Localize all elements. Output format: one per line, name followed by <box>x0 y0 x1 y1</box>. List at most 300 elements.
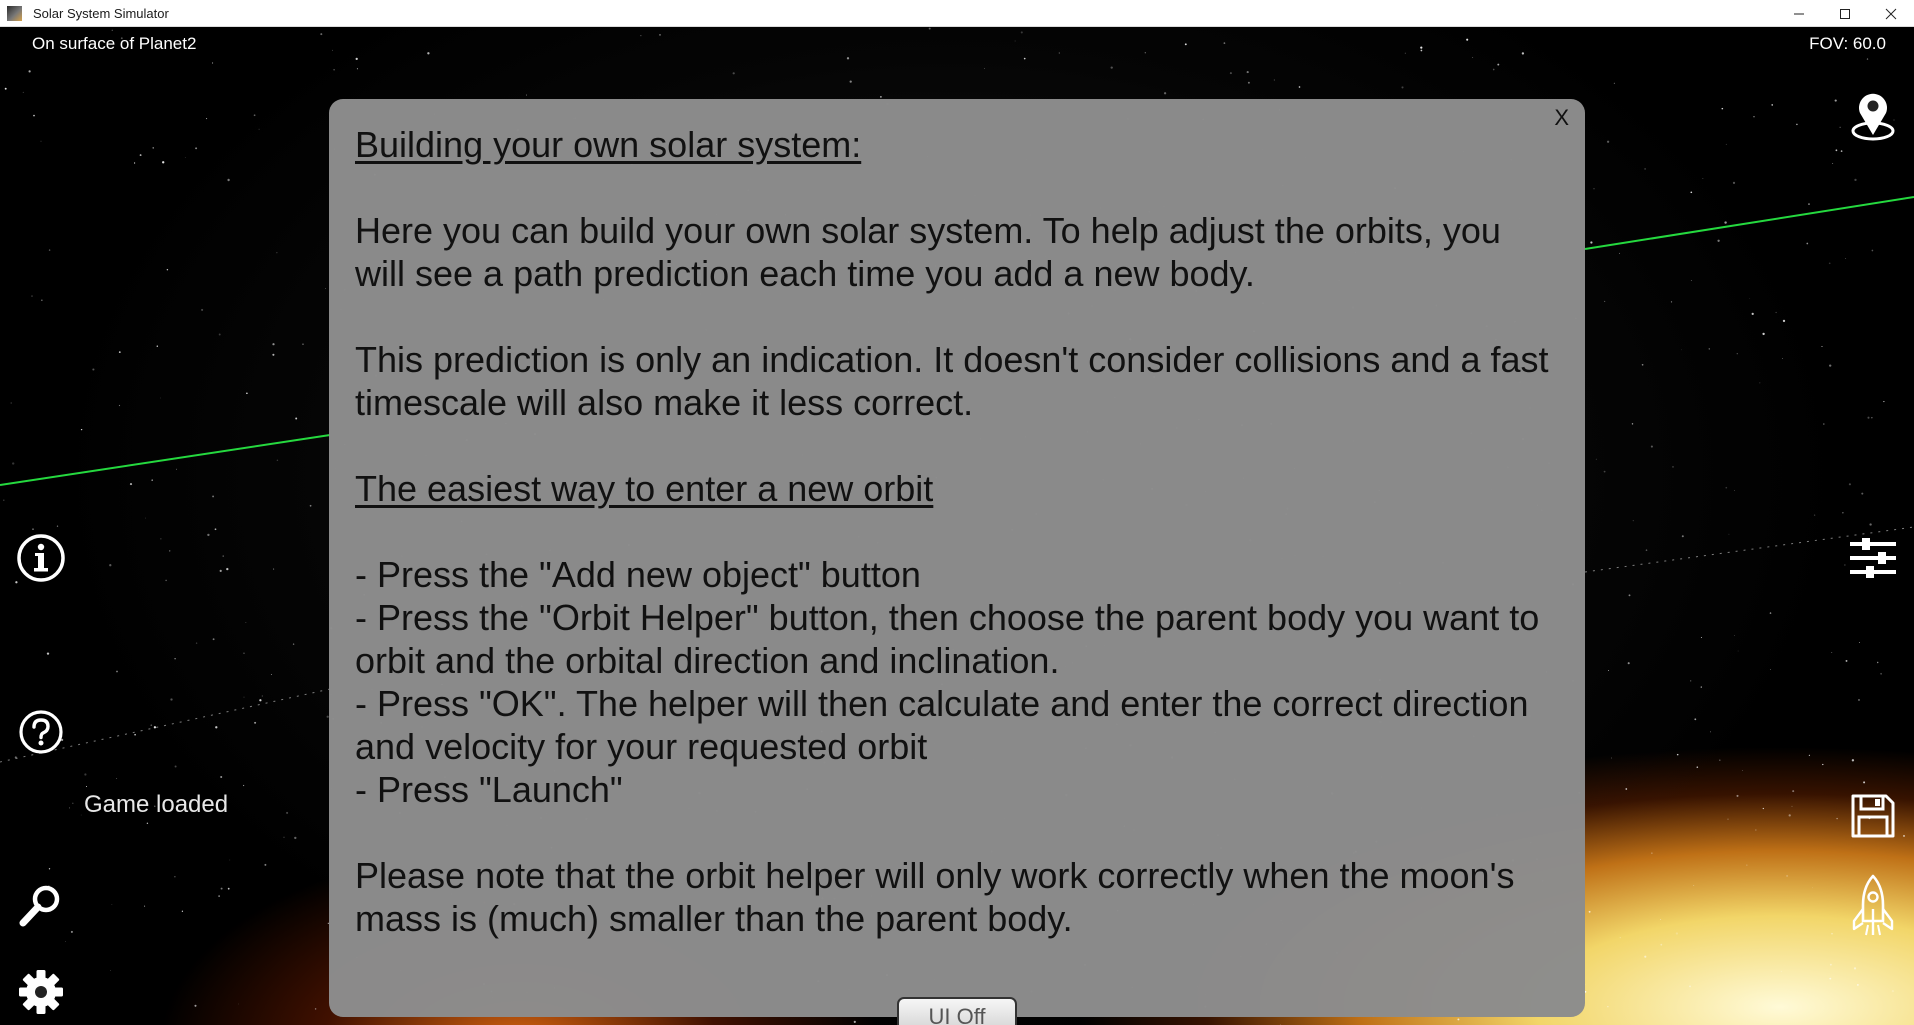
star <box>1299 86 1301 88</box>
star <box>1421 50 1423 52</box>
dialog-paragraph-intro: Here you can build your own solar system. To help adjust the orbits, you will see a path prediction each time you add a new body. <box>355 210 1501 294</box>
star <box>984 68 985 69</box>
star <box>212 495 214 497</box>
star <box>206 118 207 119</box>
star <box>254 114 256 116</box>
star <box>144 906 145 907</box>
star <box>1786 875 1788 877</box>
star <box>1792 806 1793 807</box>
star <box>1863 781 1865 783</box>
star <box>1607 141 1609 143</box>
star <box>1726 144 1727 145</box>
star <box>1522 52 1524 54</box>
star <box>165 580 167 582</box>
star <box>1642 364 1644 366</box>
dialog-step: - Press "OK". The helper will then calculate and enter the correct direction and velocity for your requested orbit <box>355 683 1529 767</box>
star <box>1604 301 1605 302</box>
star <box>1746 864 1748 866</box>
star <box>1611 758 1612 759</box>
star <box>640 35 641 36</box>
location-pin-icon[interactable] <box>1850 89 1896 148</box>
star <box>1781 971 1782 972</box>
star <box>1736 795 1738 797</box>
orbit-path-line <box>1585 197 1914 249</box>
ui-off-button[interactable]: UI Off <box>897 997 1017 1025</box>
star <box>1015 41 1016 42</box>
star <box>1832 163 1833 164</box>
star <box>1689 986 1691 988</box>
star <box>1808 203 1809 204</box>
star <box>1796 124 1798 126</box>
star <box>1632 423 1633 424</box>
star <box>733 72 735 74</box>
star <box>86 786 87 787</box>
title-bar <box>0 0 1914 27</box>
star <box>1846 660 1848 662</box>
star <box>295 418 297 420</box>
star <box>271 674 272 675</box>
star <box>196 642 197 643</box>
star <box>81 429 82 430</box>
star <box>134 162 135 163</box>
star <box>110 970 111 971</box>
star <box>72 803 73 804</box>
star <box>1734 490 1735 491</box>
star <box>49 868 50 869</box>
fov-readout: FOV: 60.0 <box>1809 34 1886 53</box>
star <box>1836 818 1837 819</box>
star <box>1724 221 1726 223</box>
star <box>1651 853 1652 854</box>
star <box>33 115 35 117</box>
star <box>1857 984 1859 986</box>
star <box>167 269 168 270</box>
save-icon[interactable] <box>1850 793 1896 844</box>
star <box>1619 253 1620 254</box>
star <box>244 697 245 698</box>
star <box>223 555 224 556</box>
star <box>174 876 175 877</box>
star <box>1274 80 1275 81</box>
star <box>5 88 7 90</box>
star <box>221 888 223 890</box>
dialog-title: Building your own solar system: <box>355 124 862 165</box>
star <box>92 368 94 370</box>
star <box>1145 52 1146 53</box>
star <box>1021 31 1023 33</box>
star <box>1697 766 1699 768</box>
star <box>1771 104 1773 106</box>
star <box>1660 944 1662 946</box>
star <box>1248 82 1250 84</box>
star <box>1673 466 1674 467</box>
star <box>1709 348 1710 349</box>
star <box>293 643 294 644</box>
star <box>109 564 111 566</box>
star <box>294 837 296 839</box>
star <box>254 722 256 724</box>
star <box>1633 520 1634 521</box>
star <box>134 734 136 736</box>
star <box>1770 612 1772 614</box>
star <box>1809 755 1810 756</box>
star <box>174 658 175 659</box>
dialog-note: Please note that the orbit helper will only work correctly when the moon's mass is (much) smaller than the parent body. <box>355 855 1515 939</box>
star <box>1676 932 1678 934</box>
star <box>1861 493 1863 495</box>
star <box>32 529 33 530</box>
star <box>1849 483 1851 485</box>
star <box>880 96 882 98</box>
star <box>1854 179 1856 181</box>
star <box>195 147 197 149</box>
star <box>929 28 931 30</box>
star <box>1590 241 1592 243</box>
star <box>1892 990 1894 992</box>
star <box>212 63 213 64</box>
star <box>1782 358 1783 359</box>
star <box>1880 673 1882 675</box>
star <box>1792 790 1794 792</box>
star <box>332 50 333 51</box>
star <box>1842 512 1843 513</box>
star <box>1620 937 1621 938</box>
star <box>272 343 274 345</box>
star <box>1646 549 1648 551</box>
star <box>1710 731 1711 732</box>
star <box>1822 346 1823 347</box>
star <box>1814 514 1815 515</box>
star <box>243 785 244 786</box>
star <box>1840 127 1841 128</box>
star <box>1024 58 1026 60</box>
star <box>1457 1018 1459 1020</box>
star <box>1719 759 1721 761</box>
star <box>1877 662 1878 663</box>
star <box>854 1021 856 1023</box>
star <box>71 931 73 933</box>
window-title: Solar System Simulator <box>33 5 169 21</box>
star <box>215 528 217 530</box>
star <box>116 778 117 779</box>
star <box>207 534 209 536</box>
star <box>215 726 217 728</box>
camera-location-label: On surface of Planet2 <box>32 34 197 53</box>
star <box>1734 635 1735 636</box>
dialog-close-button[interactable]: X <box>1554 105 1569 130</box>
star <box>357 68 358 69</box>
star <box>1835 100 1837 102</box>
star <box>41 141 42 142</box>
star <box>526 95 527 96</box>
star <box>1585 984 1586 985</box>
minimize-icon[interactable] <box>1776 0 1822 27</box>
star <box>1871 417 1872 418</box>
star <box>112 904 113 905</box>
star <box>182 911 183 912</box>
star <box>1762 333 1764 335</box>
star <box>284 837 285 838</box>
star <box>1594 188 1595 189</box>
space-viewport[interactable] <box>0 27 1914 1025</box>
star <box>1733 182 1735 184</box>
star <box>1230 72 1232 74</box>
star <box>1831 652 1832 653</box>
star <box>243 653 244 654</box>
star <box>1717 240 1719 242</box>
star <box>140 154 142 156</box>
star <box>1755 829 1757 831</box>
star <box>1466 39 1468 41</box>
star <box>1829 262 1831 264</box>
star <box>1420 47 1422 49</box>
dialog-subheading: The easiest way to enter a new orbit <box>355 468 934 509</box>
star <box>220 776 222 778</box>
star <box>1694 718 1696 720</box>
star <box>315 1008 317 1010</box>
star <box>1247 71 1249 73</box>
star <box>1607 1006 1608 1007</box>
star <box>262 696 263 697</box>
star <box>147 823 148 824</box>
gear-icon[interactable] <box>18 969 64 1020</box>
star <box>112 30 113 31</box>
star <box>320 33 322 35</box>
star <box>1660 919 1661 920</box>
star <box>11 402 12 403</box>
star <box>1604 471 1606 473</box>
star <box>1770 669 1771 670</box>
star <box>1596 459 1597 460</box>
star <box>130 483 132 485</box>
star <box>219 334 221 336</box>
dialog-step: - Press "Launch" <box>355 769 623 810</box>
dialog-paragraph-prediction: This prediction is only an indication. It doesn't consider collisions and a fast timescale will also make it less correct. <box>355 339 1549 423</box>
star <box>1059 52 1060 53</box>
star <box>1677 754 1679 756</box>
star <box>1401 86 1403 88</box>
star <box>119 351 121 353</box>
star <box>1872 250 1874 252</box>
star <box>1589 911 1591 913</box>
star <box>1701 637 1702 638</box>
star <box>29 70 31 72</box>
star <box>49 249 50 250</box>
star <box>1703 178 1704 179</box>
star <box>226 568 228 570</box>
star <box>1776 312 1777 313</box>
star <box>1822 764 1823 765</box>
info-icon[interactable] <box>16 533 66 588</box>
star <box>176 469 177 470</box>
star <box>1845 258 1846 259</box>
star <box>1854 967 1856 969</box>
star <box>1614 83 1615 84</box>
star <box>84 773 86 775</box>
star <box>1867 58 1868 59</box>
star <box>227 179 229 181</box>
star <box>1728 534 1729 535</box>
star <box>1651 446 1653 448</box>
star <box>1812 887 1813 888</box>
orbit-path-line <box>0 435 330 485</box>
star <box>213 638 215 640</box>
star <box>272 354 274 356</box>
star <box>1725 487 1727 489</box>
star <box>1111 66 1113 68</box>
star <box>23 92 24 93</box>
star <box>228 888 230 890</box>
star <box>1625 788 1627 790</box>
star <box>1742 770 1743 771</box>
star <box>162 161 164 163</box>
star <box>1858 699 1859 700</box>
star <box>175 766 177 768</box>
star <box>286 812 288 814</box>
dialog-step: - Press the "Add new object" button <box>355 554 921 595</box>
star <box>325 288 326 289</box>
star <box>1185 43 1187 45</box>
help-icon[interactable] <box>18 709 64 760</box>
star <box>302 344 303 345</box>
star <box>47 652 49 654</box>
star <box>169 550 170 551</box>
star <box>1836 149 1838 151</box>
star <box>1608 670 1609 671</box>
star <box>1493 69 1495 71</box>
star <box>1760 383 1761 384</box>
star <box>1883 401 1884 402</box>
search-icon[interactable] <box>18 883 64 934</box>
help-dialog <box>329 99 1585 1017</box>
star <box>1671 301 1672 302</box>
star <box>276 252 277 253</box>
window-controls <box>1776 0 1914 27</box>
rocket-icon[interactable] <box>1850 873 1896 944</box>
star <box>218 895 219 896</box>
star <box>151 479 153 481</box>
star <box>65 941 66 942</box>
star <box>1829 364 1831 366</box>
star <box>12 462 14 464</box>
star <box>1497 64 1499 66</box>
star <box>1722 108 1724 110</box>
star <box>1472 57 1473 58</box>
star <box>259 699 261 701</box>
star <box>1405 53 1406 54</box>
star <box>264 864 266 866</box>
star <box>356 58 358 60</box>
star <box>246 622 247 623</box>
star <box>1806 243 1808 245</box>
star <box>1164 92 1166 94</box>
star <box>1727 819 1728 820</box>
star <box>119 405 120 406</box>
star <box>153 147 154 148</box>
star <box>1693 885 1694 886</box>
star <box>1844 564 1845 565</box>
star <box>1867 417 1869 419</box>
star <box>1629 594 1631 596</box>
star <box>1753 116 1754 117</box>
star <box>160 538 161 539</box>
star <box>273 569 274 570</box>
star <box>229 860 230 861</box>
star <box>659 34 661 36</box>
star <box>1644 168 1646 170</box>
star <box>427 52 429 54</box>
status-message: Game loaded <box>84 791 229 818</box>
star <box>1644 956 1646 958</box>
star <box>1869 523 1871 525</box>
app-icon <box>7 6 22 21</box>
star <box>847 57 849 59</box>
star <box>1737 353 1738 354</box>
star <box>1830 964 1832 966</box>
star <box>41 300 42 301</box>
star <box>1852 759 1854 761</box>
star <box>1690 191 1692 193</box>
star <box>157 345 158 346</box>
star <box>246 392 248 394</box>
star <box>1224 42 1226 44</box>
star <box>150 724 152 726</box>
star <box>116 671 118 673</box>
close-icon[interactable] <box>1868 0 1914 27</box>
dialog-step: - Press the "Orbit Helper" button, then choose the parent body you want to orbit and the orbital direction and inclination. <box>355 597 1540 681</box>
sliders-icon[interactable] <box>1848 535 1898 586</box>
star <box>57 526 58 527</box>
star <box>1763 808 1764 809</box>
star <box>69 807 70 808</box>
star <box>154 726 156 728</box>
star <box>3 499 4 500</box>
star <box>1859 642 1860 643</box>
star <box>333 69 334 70</box>
star <box>1628 662 1630 664</box>
star <box>31 296 32 297</box>
star <box>1783 320 1785 322</box>
star <box>1738 651 1739 652</box>
star <box>1691 280 1692 281</box>
star <box>1829 978 1831 980</box>
star <box>201 309 203 311</box>
star <box>145 518 146 519</box>
star <box>170 698 172 700</box>
star <box>1831 933 1832 934</box>
star <box>194 1005 196 1007</box>
maximize-icon[interactable] <box>1822 0 1868 27</box>
star <box>185 157 186 158</box>
star <box>1701 686 1702 687</box>
star <box>1682 535 1684 537</box>
star <box>1823 423 1825 425</box>
star <box>1749 298 1750 299</box>
star <box>1841 150 1843 152</box>
star <box>1681 349 1682 350</box>
star <box>310 505 312 507</box>
star <box>220 570 222 572</box>
star <box>1903 835 1905 837</box>
star <box>1690 680 1691 681</box>
star <box>259 129 260 130</box>
star <box>1789 814 1791 816</box>
star <box>238 1004 239 1005</box>
star <box>850 80 852 82</box>
star <box>1752 313 1754 315</box>
star <box>277 460 278 461</box>
star <box>81 815 82 816</box>
